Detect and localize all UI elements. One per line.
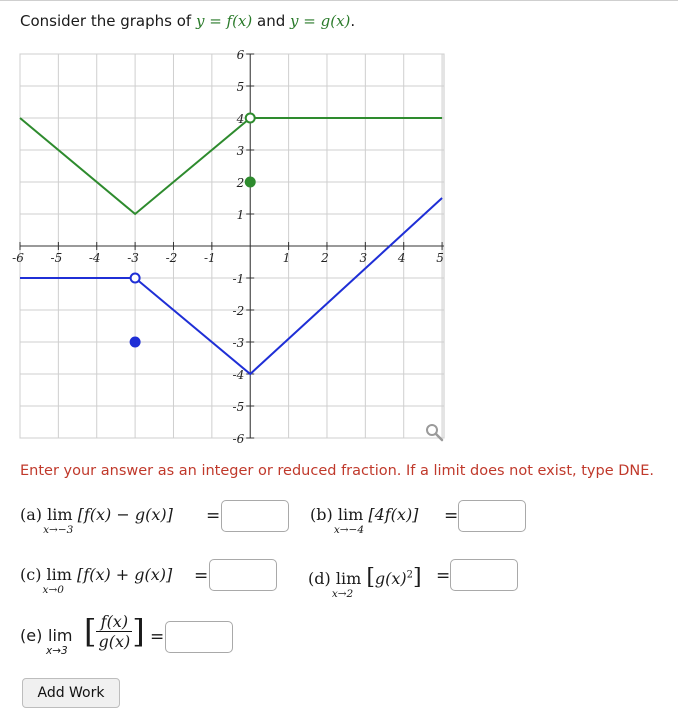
question-c-expression: [f(x) + g(x)] (77, 565, 173, 584)
question-e-label: (e) (20, 626, 43, 645)
x-tick-label: 4 (397, 251, 406, 265)
question-c-equals: = (194, 566, 209, 586)
question-e-limit (46, 626, 73, 657)
y-tick-label: -3 (232, 336, 245, 350)
prompt-and: and (257, 12, 286, 30)
y-tick-label: 1 (236, 208, 245, 222)
question-e-open-bracket: [ (84, 612, 97, 651)
x-tick-label: -3 (127, 251, 139, 265)
limit-subscript: x→−4 (333, 524, 365, 536)
answer-b-input[interactable] (458, 500, 526, 532)
question-b-equals: = (444, 506, 459, 526)
y-tick-label: -6 (232, 432, 245, 446)
question-a (20, 505, 173, 536)
y-tick-label: 6 (236, 48, 245, 62)
question-c-limit (42, 565, 72, 596)
limit-word: lim (47, 505, 73, 524)
y-tick-label: -4 (232, 368, 245, 382)
limit-word: lim (46, 565, 72, 584)
function-graph (14, 40, 446, 444)
question-a-label: (a) (20, 505, 43, 524)
g-open-point (131, 274, 140, 283)
x-tick-label: -2 (165, 251, 178, 265)
question-a-limit (43, 505, 74, 536)
x-tick-label: 3 (359, 251, 368, 265)
g-expression: y = g(x) (290, 12, 351, 30)
f-expression: y = f(x) (195, 12, 253, 30)
question-a-expression: [f(x) − g(x)] (77, 505, 173, 524)
x-tick-label: -6 (12, 251, 24, 265)
x-tick-label: 2 (321, 251, 329, 265)
top-divider (0, 0, 678, 1)
add-work-button[interactable]: Add Work (22, 678, 120, 708)
limit-word: lim (335, 569, 362, 588)
question-b-label: (b) (310, 505, 333, 524)
y-tick-label: 3 (236, 144, 245, 158)
answer-e-input[interactable] (165, 621, 233, 653)
limit-word: lim (337, 505, 364, 524)
y-tick-label: -5 (232, 400, 245, 414)
instructions-text: Enter your answer as an integer or reduced fraction. If a limit does not exist, type DNE. (20, 463, 655, 479)
question-b-limit (333, 505, 365, 536)
question-d-base: g(x) (374, 569, 407, 588)
fraction-numerator: f(x) (96, 612, 132, 632)
question-d-limit (331, 569, 362, 600)
prompt-lead: Consider the graphs of (20, 12, 192, 30)
question-e-fraction (96, 612, 132, 651)
y-tick-label: -1 (232, 272, 245, 286)
question-d-power: 2 (406, 569, 414, 581)
answer-c-input[interactable] (209, 559, 277, 591)
question-e-expression (84, 612, 145, 651)
y-tick-label: 5 (236, 80, 245, 94)
x-tick-label: -5 (50, 251, 63, 265)
answer-d-input[interactable] (450, 559, 518, 591)
question-d (308, 565, 422, 600)
limit-subscript: x→0 (42, 584, 64, 596)
x-tick-label: -4 (88, 251, 101, 265)
fraction-denominator: g(x) (98, 632, 131, 651)
answer-a-input[interactable] (221, 500, 289, 532)
y-tick-label: 4 (236, 112, 245, 126)
prompt-end: . (350, 12, 356, 30)
limit-subscript: x→2 (331, 588, 354, 600)
f-closed-point (245, 177, 255, 187)
problem-prompt (20, 12, 355, 30)
limit-subscript: x→3 (46, 645, 68, 657)
question-d-open-bracket: [ (366, 565, 375, 590)
x-tick-label: 1 (282, 251, 291, 265)
question-c-label: (c) (20, 565, 42, 584)
question-c (20, 565, 173, 596)
limit-subscript: x→−3 (43, 524, 74, 536)
x-tick-label: 5 (436, 251, 444, 265)
y-tick-label: -2 (232, 304, 245, 318)
question-b-expression: [4f(x)] (368, 505, 419, 524)
question-a-equals: = (206, 506, 221, 526)
question-e-close-bracket: ] (132, 612, 145, 651)
question-d-label: (d) (308, 569, 331, 588)
magnifier-icon[interactable] (424, 422, 444, 442)
limit-word: lim (48, 626, 73, 645)
question-b (310, 505, 419, 536)
y-tick-label: 2 (236, 176, 245, 190)
question-d-close-bracket: ] (413, 565, 422, 590)
question-e-equals: = (150, 627, 165, 647)
x-tick-label: -1 (204, 251, 216, 265)
g-closed-point (130, 337, 140, 347)
f-open-point (246, 114, 255, 123)
question-d-equals: = (436, 566, 451, 586)
